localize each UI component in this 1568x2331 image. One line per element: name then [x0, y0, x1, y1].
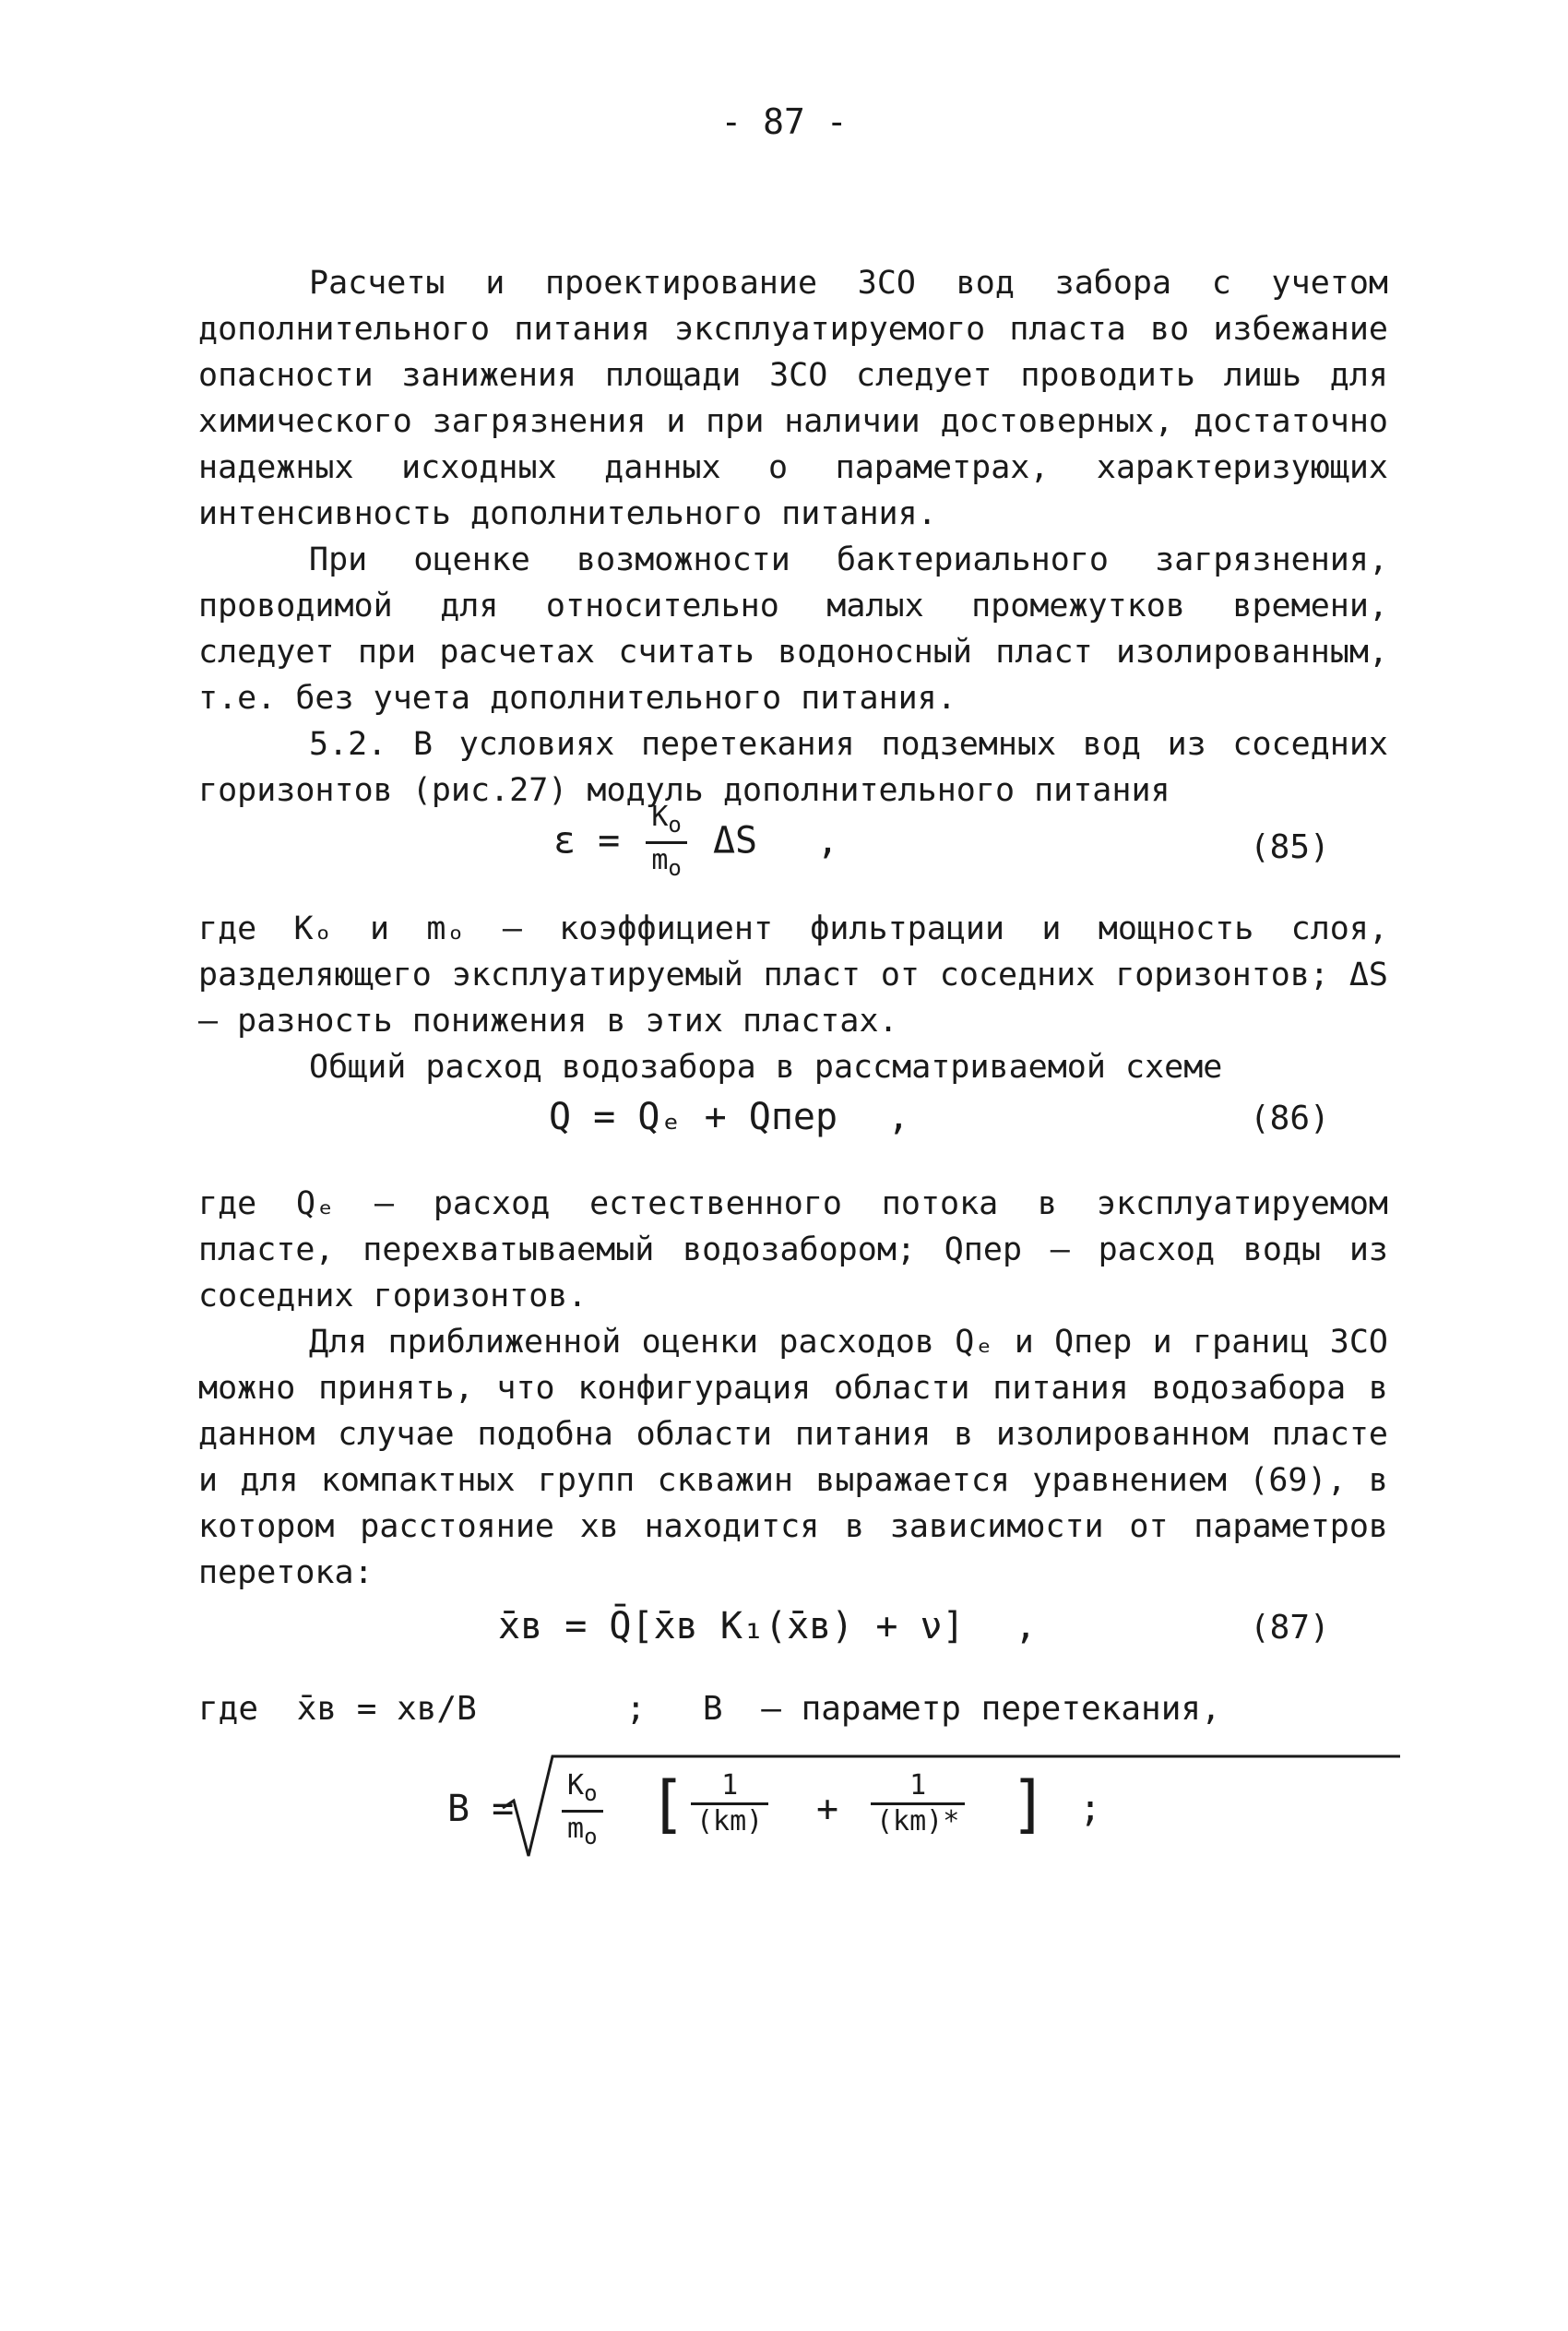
paragraph-eq86-definitions: где Qₑ – расход естественного потока в эксплуатируемом пласте, перехватываемый водозабором; Qпер – расход воды из соседних горизонтов. [198, 1185, 1388, 1314]
b-symbol: B [702, 1690, 723, 1728]
eq87-comma: , [1014, 1605, 1037, 1647]
eq85-lhs: ε = [553, 819, 621, 862]
equation-number-85: (85) [1250, 828, 1330, 866]
eqB-k-over-m: $\frac{K_o}{m_o}$ [562, 1769, 603, 1853]
equation-86 [549, 1096, 909, 1138]
right-bracket: ] [1010, 1768, 1048, 1841]
eq85-comma: , [816, 819, 839, 862]
paragraph-bacterial-contamination: При оценке возможности бактериального загрязнения, проводимой для относительно малых промежутков времени, следует при расчетах считать водоносный пласт изолированным, т.е. без учета дополнительного питания. [198, 541, 1388, 717]
eq86-comma: , [887, 1096, 910, 1138]
equation-87 [498, 1605, 1037, 1647]
equation-85 [553, 801, 838, 885]
eqB-lhs: B = [447, 1788, 515, 1830]
left-bracket: [ [648, 1768, 686, 1841]
paragraph-approximate-estimate: Для приближенной оценки расходов Qₑ и Qпер и границ ЗСО можно принять, что конфигурация области питания водозабора в данном случае подобна области питания в изолированном пласте и для компактных групп скважин выражается уравнением (69), в котором расстояние xв находится в зависимости от параметров перетока: [198, 1324, 1388, 1591]
paragraph-eq85-definitions: где Kₒ и mₒ – коэффициент фильтрации и мощность слоя, разделяющего эксплуатируемый пласт от соседних горизонтов; ΔS – разность понижения в этих пластах. [198, 910, 1388, 1040]
paragraph-leakage-conditions: 5.2. В условиях перетекания подземных вод из соседних горизонтов (рис.27) модуль дополнительного питания [198, 726, 1388, 809]
eqB-semicolon: ; [1079, 1788, 1102, 1830]
eq87-formula: x̄в = Q̄[x̄в K₁(x̄в) + ν] [498, 1605, 965, 1647]
eqB-fraction-1: $\frac{1}{(km)}$ [691, 1769, 768, 1838]
page-number: - 87 - [720, 101, 848, 142]
eq85-rhs: ΔS [712, 819, 758, 862]
paragraph-total-discharge: Общий расход водозабора в рассматриваемой схеме [309, 1049, 1223, 1086]
separator: ; [625, 1690, 647, 1728]
leakage-parameter-line [198, 1690, 1221, 1728]
eq85-denominator: $m_o$ [646, 841, 687, 885]
equation-number-87: (87) [1250, 1609, 1330, 1647]
eq85-numerator: $K_o$ [651, 801, 682, 838]
eq86-formula: Q = Qₑ + Qпер [549, 1096, 838, 1138]
xb-definition: x̄в = xв/B [296, 1690, 477, 1728]
eqB-plus: + [816, 1788, 839, 1830]
where-word: где [198, 1690, 259, 1728]
equation-number-86: (86) [1250, 1100, 1330, 1137]
eqB-fraction-2: $\frac{1}{(km)*}$ [871, 1769, 965, 1838]
b-description: – параметр перетекания, [761, 1690, 1221, 1728]
eq85-fraction [646, 801, 687, 885]
paragraph-zso-calculation: Расчеты и проектирование ЗСО вод забора с учетом дополнительного питания эксплуатируемого пласта во избежание опасности занижения площади ЗСО следует проводить лишь для химического загрязнения и при наличии достоверных, достаточно надежных исходных данных о параметрах, характеризующих интенсивность дополнительного питания. [198, 265, 1388, 532]
